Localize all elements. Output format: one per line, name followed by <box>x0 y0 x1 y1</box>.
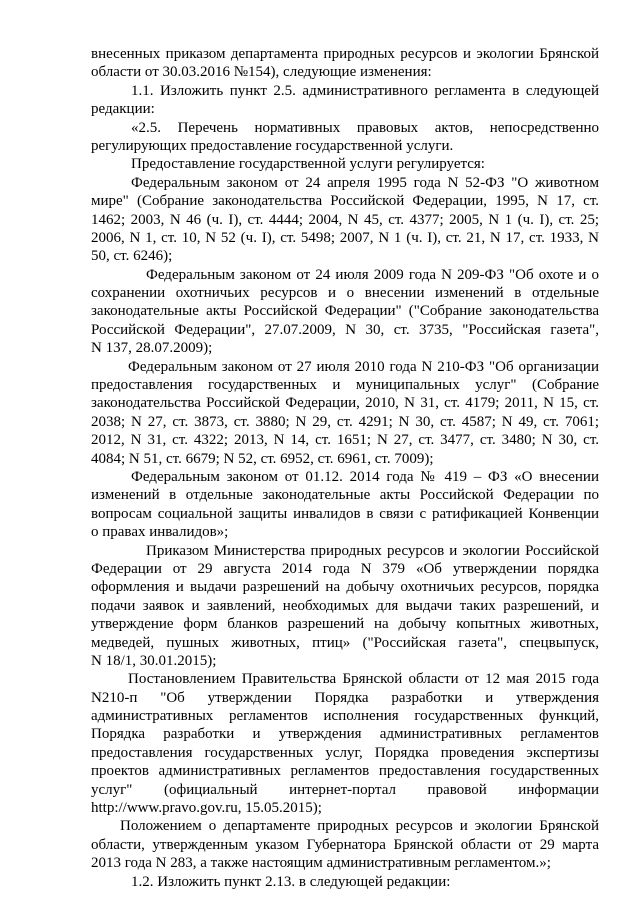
document-line: http://www.pravo.gov.ru, 15.05.2015); <box>91 800 322 816</box>
document-line: Порядка разработки и утверждения административных регламентов <box>91 726 599 742</box>
document-line: «2.5. Перечень нормативных правовых актов, непосредственно <box>131 120 599 136</box>
document-line: Постановлением Правительства Брянской области от 12 мая 2015 года <box>128 671 599 687</box>
document-line: проектов административных регламентов предоставления государственных <box>91 763 599 779</box>
document-line: 50, ст. 6246); <box>91 248 173 264</box>
document-line: о правах инвалидов»; <box>91 524 229 540</box>
document-line: Федеральным законом от 27 июля 2010 года N 210-ФЗ "Об организации <box>128 359 599 375</box>
document-line: 1.2. Изложить пункт 2.13. в следующей редакции: <box>131 874 451 890</box>
document-line: мире" (Собрание законодательства Российской Федерации, 1995, N 17, ст. <box>91 193 599 209</box>
document-line: предоставления государственных услуг, Порядка проведения экспертизы <box>91 745 599 761</box>
document-line: законодательства Российской Федерации, 2010, N 31, ст. 4179; 2011, N 15, ст. <box>91 395 599 411</box>
document-line: 1462; 2003, N 46 (ч. I), ст. 4444; 2004, N 45, ст. 4377; 2005, N 1 (ч. I), ст. 25; <box>91 212 599 228</box>
document-line: 1.1. Изложить пункт 2.5. административного регламента в следующей <box>131 83 599 99</box>
document-line: Федеральным законом от 24 апреля 1995 года N 52-ФЗ "О животном <box>131 175 599 191</box>
document-line: Федеральным законом от 24 июля 2009 года N 209-ФЗ "Об охоте и о <box>146 267 599 283</box>
document-line: подачи заявок и заявлений, необходимых для выдачи таких разрешений, и <box>91 598 599 614</box>
document-line: вопросам социальной защиты инвалидов в связи с ратификацией Конвенции <box>91 506 599 522</box>
document-line: 2006, N 1, ст. 10, N 52 (ч. I), ст. 5498; 2007, N 1 (ч. I), ст. 21, N 17, ст. 1933, N <box>91 230 599 246</box>
document-line: редакции: <box>91 101 155 117</box>
document-line: изменений в отдельные законодательные акты Российской Федерации по <box>91 487 599 503</box>
document-line: оформления и выдачи разрешений на добычу охотничьих ресурсов, порядка <box>91 579 599 595</box>
document-line: Российской Федерации", 27.07.2009, N 30, ст. 3735, "Российская газета", <box>91 322 599 338</box>
document-line: Федерации от 29 августа 2014 года N 379 «Об утверждении порядка <box>91 561 599 577</box>
document-line: N 18/1, 30.01.2015); <box>91 653 217 669</box>
document-line: N 137, 28.07.2009); <box>91 340 213 356</box>
document-line: Предоставление государственной услуги регулируется: <box>131 156 485 172</box>
document-line: Федеральным законом от 01.12. 2014 года № 419 – ФЗ «О внесении <box>131 469 599 485</box>
document-line: области от 30.03.2016 №154), следующие изменения: <box>91 64 432 80</box>
document-line: законодательные акты Российской Федерации" ("Собрание законодательства <box>91 303 599 319</box>
document-line: административных регламентов исполнения государственных функций, <box>91 708 599 724</box>
document-line: 2038; N 27, ст. 3873, ст. 3880; N 29, ст. 4291; N 30, ст. 4587; N 49, ст. 7061; <box>91 414 599 430</box>
document-line: 2013 года N 283, а также настоящим административным регламентом.»; <box>91 855 551 871</box>
document-line: регулирующих предоставление государственной услуги. <box>91 138 454 154</box>
document-line: услуг" (официальный интернет-портал правовой информации <box>91 782 599 798</box>
document-line: 4084; N 51, ст. 6679; N 52, ст. 6952, ст. 6961, ст. 7009); <box>91 451 434 467</box>
document-line: области, утвержденным указом Губернатора Брянской области от 29 марта <box>91 837 599 853</box>
document-line: N210-п "Об утверждении Порядка разработки и утверждения <box>91 690 599 706</box>
document-line: предоставления государственных и муниципальных услуг" (Собрание <box>91 377 599 393</box>
document-line: внесенных приказом департамента природных ресурсов и экологии Брянской <box>91 46 599 62</box>
document-line: утверждение форм бланков разрешений на добычу копытных животных, <box>91 616 599 632</box>
document-line: Приказом Министерства природных ресурсов и экологии Российской <box>146 543 599 559</box>
document-line: медведей, пушных животных, птиц» ("Российская газета", спецвыпуск, <box>91 635 599 651</box>
document-line: Положением о департаменте природных ресурсов и экологии Брянской <box>120 818 599 834</box>
document-line: 2012, N 31, ст. 4322; 2013, N 14, ст. 1651; N 27, ст. 3477, ст. 3480; N 30, ст. <box>91 432 599 448</box>
document-line: сохранении охотничьих ресурсов и о внесении изменений в отдельные <box>91 285 599 301</box>
